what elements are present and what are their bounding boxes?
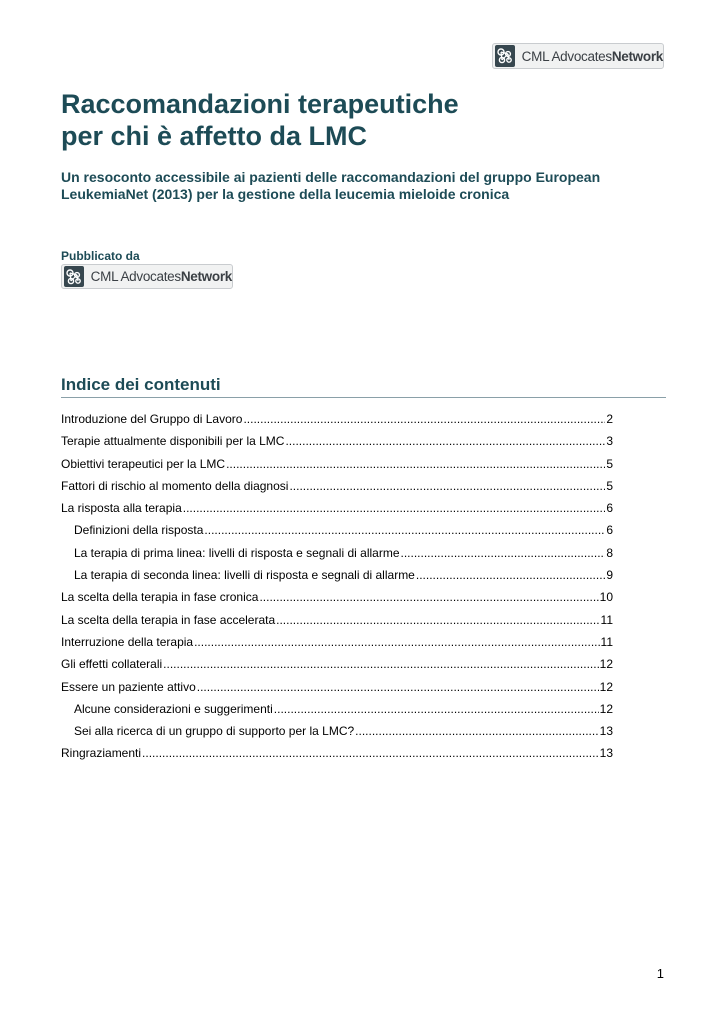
toc-entry-page: 3	[606, 434, 613, 449]
toc-entry-label: Sei alla ricerca di un gruppo di supporto per la LMC?	[74, 724, 355, 739]
toc-entry-page: 5	[606, 478, 613, 493]
toc-entry-label: La scelta della terapia in fase accelerata	[61, 612, 276, 627]
toc-entry-label: Alcune considerazioni e suggerimenti	[74, 701, 273, 716]
toc-entry[interactable]	[61, 497, 613, 519]
toc-entry-page: 11	[600, 634, 613, 649]
toc-leader-dots	[401, 542, 606, 564]
toc-entry-label: Gli effetti collaterali	[61, 657, 163, 672]
toc-leader-dots	[194, 631, 599, 653]
toc-entry-label: La terapia di prima linea: livelli di risposta e segnali di allarme	[74, 545, 400, 560]
toc-entry[interactable]	[61, 542, 613, 564]
title-line-2: per chi è affetto da LMC	[61, 121, 368, 151]
toc-entry[interactable]	[61, 676, 613, 698]
toc-leader-dots	[285, 430, 605, 452]
toc-leader-dots	[276, 609, 599, 631]
title-line-1: Raccomandazioni terapeutiche	[61, 89, 459, 119]
toc-entry-page: 13	[599, 724, 613, 739]
toc-entry-label: Obiettivi terapeutici per la LMC	[61, 456, 226, 471]
toc-entry[interactable]	[61, 519, 613, 541]
toc-entry-label: Terapie attualmente disponibili per la LMC	[61, 434, 285, 449]
toc-heading: Indice dei contenuti	[61, 375, 221, 394]
toc-entry-page: 2	[606, 412, 613, 426]
toc-divider	[61, 397, 666, 398]
toc-entry-page: 8	[606, 545, 613, 560]
toc-entry-page: 13	[599, 746, 613, 761]
publisher-logo	[61, 264, 233, 289]
cml-network-logo-icon	[64, 266, 84, 287]
toc-entry-label: Introduzione del Gruppo di Lavoro	[61, 412, 243, 426]
header-logo	[492, 43, 664, 69]
toc-leader-dots	[142, 742, 599, 764]
toc-entry-label: Ringraziamenti	[61, 746, 142, 761]
toc-entry-page: 12	[599, 679, 613, 694]
page-number: 1	[656, 966, 664, 981]
toc-leader-dots	[226, 453, 605, 475]
published-by-label: Pubblicato da	[61, 249, 140, 263]
toc-leader-dots	[163, 653, 598, 675]
toc-entry[interactable]	[61, 453, 613, 475]
toc-entry-page: 12	[599, 657, 613, 672]
toc-leader-dots	[274, 698, 599, 720]
toc-leader-dots	[183, 497, 606, 519]
toc-entry[interactable]	[61, 475, 613, 497]
toc-entry-label: La terapia di seconda linea: livelli di risposta e segnali di allarme	[74, 568, 415, 583]
toc-entry-page: 6	[606, 523, 613, 538]
document-subtitle: Un resoconto accessibile ai pazienti delle raccomandazioni del gruppo European LeukemiaNet (2013) per la gestione della leucemia mieloide cronica	[61, 169, 601, 202]
toc-entry-label: Interruzione della terapia	[61, 634, 194, 649]
toc-entry-page: 12	[599, 701, 613, 716]
toc-leader-dots	[416, 564, 605, 586]
document-title	[61, 88, 459, 152]
toc-entry[interactable]	[61, 653, 613, 675]
toc-entry-label: Essere un paziente attivo	[61, 679, 196, 694]
toc-leader-dots	[243, 408, 605, 430]
toc-leader-dots	[204, 519, 605, 541]
toc-entry-label: La risposta alla terapia	[61, 501, 182, 516]
toc-entry[interactable]	[61, 609, 613, 631]
logo-wordmark: CML AdvocatesNetwork	[521, 48, 663, 64]
toc-entry-label: Fattori di rischio al momento della diagnosi	[61, 478, 289, 493]
toc-entry-page: 9	[606, 568, 613, 583]
toc-entry[interactable]	[61, 408, 613, 430]
toc-entry[interactable]	[61, 586, 613, 608]
toc-entry[interactable]	[61, 698, 613, 720]
toc-leader-dots	[289, 475, 605, 497]
toc-entry-page: 5	[606, 456, 613, 471]
toc-leader-dots	[259, 586, 598, 608]
toc-entry-label: Definizioni della risposta	[74, 523, 204, 538]
toc-entry[interactable]	[61, 631, 613, 653]
toc-list	[61, 408, 613, 765]
toc-entry-page: 11	[600, 612, 613, 627]
toc-entry-page: 10	[599, 590, 613, 605]
toc-entry[interactable]	[61, 564, 613, 586]
toc-entry[interactable]	[61, 742, 613, 764]
logo-wordmark: CML AdvocatesNetwork	[90, 269, 232, 284]
toc-entry[interactable]	[61, 430, 613, 452]
toc-entry[interactable]	[61, 720, 613, 742]
cml-network-logo-icon	[495, 45, 515, 67]
toc-leader-dots	[197, 676, 599, 698]
toc-entry-page: 6	[606, 501, 613, 516]
toc-entry-label: La scelta della terapia in fase cronica	[61, 590, 259, 605]
toc-leader-dots	[355, 720, 598, 742]
